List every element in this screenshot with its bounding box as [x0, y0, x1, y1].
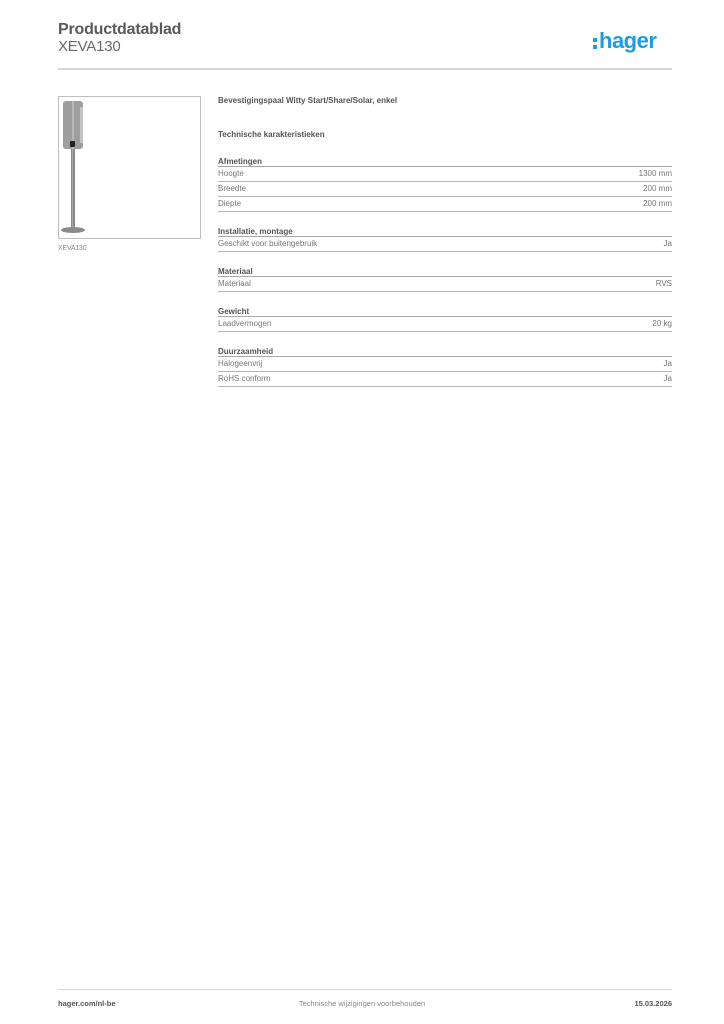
spec-row — [218, 182, 672, 197]
section-title: Technische karakteristieken — [218, 130, 325, 139]
spec-group-materiaal — [218, 266, 672, 292]
spec-group-afmetingen — [218, 156, 672, 212]
group-title: Gewicht — [218, 306, 672, 317]
spec-label: Breedte — [218, 184, 247, 193]
spec-value: 200 mm — [643, 184, 672, 193]
footer-date: 15.03.2026 — [634, 999, 672, 1008]
logo-colon-icon — [593, 38, 597, 49]
group-title: Installatie, montage — [218, 226, 672, 237]
spec-value: RVS — [655, 279, 672, 288]
spec-label: Hoogte — [218, 169, 244, 178]
spec-row — [218, 372, 672, 387]
footer-disclaimer: Technische wijzigingen voorbehouden — [298, 999, 426, 1008]
image-caption: XEVA130 — [58, 245, 87, 252]
group-title: Materiaal — [218, 266, 672, 277]
spec-row — [218, 277, 672, 292]
spec-row — [218, 167, 672, 182]
spec-group-installatie — [218, 226, 672, 252]
spec-group-gewicht — [218, 306, 672, 332]
group-title: Afmetingen — [218, 156, 672, 167]
spec-row — [218, 357, 672, 372]
spec-row — [218, 317, 672, 332]
spec-label: Geschikt voor buitengebruik — [218, 239, 318, 248]
product-description: Bevestigingspaal Witty Start/Share/Solar, enkel — [218, 96, 398, 105]
spec-value: Ja — [663, 359, 672, 368]
hager-logo — [593, 28, 656, 54]
spec-label: Diepte — [218, 199, 242, 208]
spec-label: Materiaal — [218, 279, 251, 288]
spec-row — [218, 237, 672, 252]
spec-value: 1300 mm — [638, 169, 672, 178]
mounting-post-image-icon — [59, 97, 200, 238]
page-title: Productdatablad — [58, 21, 182, 38]
footer-divider — [58, 989, 672, 990]
product-code: XEVA130 — [58, 38, 121, 55]
footer-website: hager.com/nl-be — [58, 999, 116, 1008]
spec-value: Ja — [663, 374, 672, 383]
spec-row — [218, 197, 672, 212]
spec-label: Halogeenvrij — [218, 359, 263, 368]
specifications — [218, 96, 672, 387]
logo-text: hager — [599, 28, 657, 53]
product-image — [58, 96, 201, 239]
spec-value: 200 mm — [643, 199, 672, 208]
group-title: Duurzaamheid — [218, 346, 672, 357]
spec-label: Laadvermogen — [218, 319, 272, 328]
spec-group-duurzaamheid — [218, 346, 672, 387]
spec-value: 20 kg — [652, 319, 672, 328]
spec-label: RoHS conform — [218, 374, 271, 383]
header-divider — [58, 68, 672, 70]
spec-value: Ja — [663, 239, 672, 248]
